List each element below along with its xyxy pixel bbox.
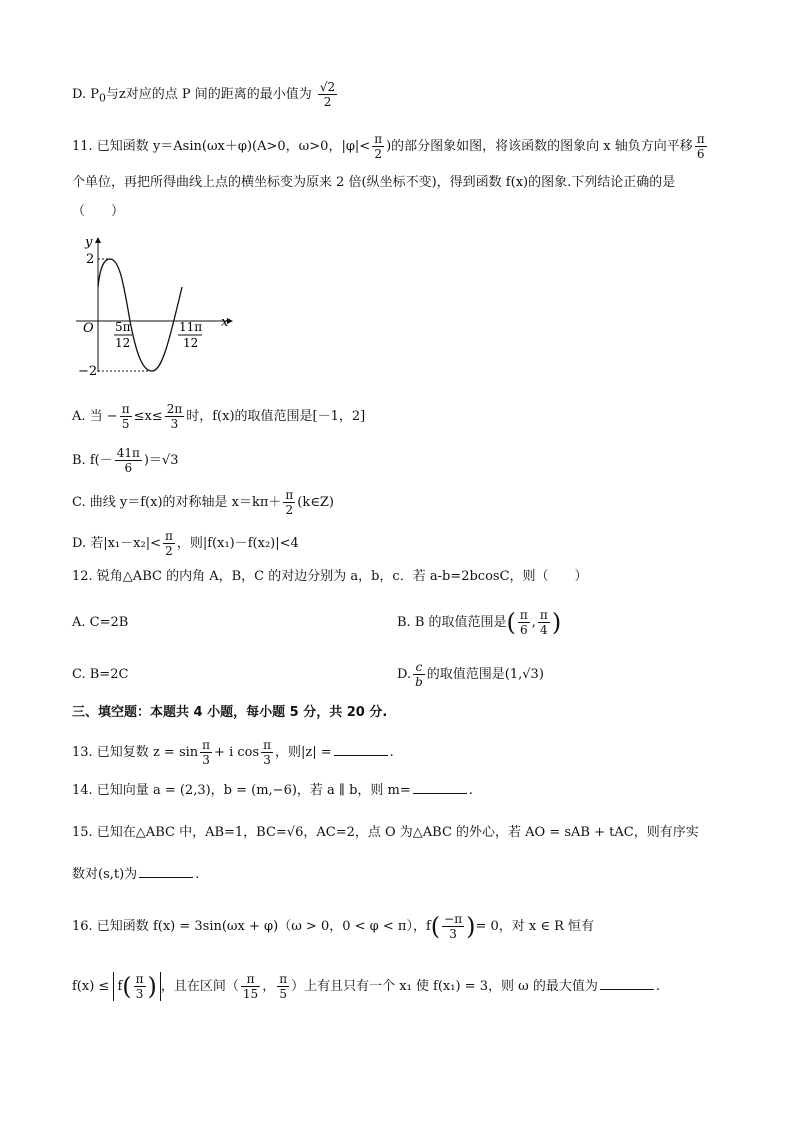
q11-stem-line1 [72, 132, 709, 161]
q10-d-frac [318, 80, 337, 109]
q16-l2-lparen: ( [122, 972, 132, 1001]
q12-d-pre: D. [397, 667, 412, 682]
q12-d-d: b [415, 675, 423, 689]
q16-line2 [72, 972, 660, 1001]
q13-d1: 3 [202, 753, 210, 767]
q12-b-pre: B. B 的取值范围是 [397, 615, 507, 630]
q16-abs [113, 972, 160, 1001]
q11-d-n: π [164, 529, 173, 543]
q11-option-b [72, 446, 179, 475]
q11-c-pre: C. 曲线 y＝f(x)的对称轴是 x＝kπ＋ [72, 495, 282, 510]
q14 [72, 780, 473, 800]
q10-option-d [72, 80, 339, 109]
q12-option-a: A. C=2B [72, 615, 129, 630]
q11-option-c [72, 488, 334, 517]
q11-b-post: )＝√3 [143, 453, 179, 468]
q10-d-num: √2 [319, 80, 336, 94]
q15-answer-blank[interactable] [139, 864, 193, 878]
q12-b-n1: π [519, 608, 528, 622]
q12-stem: 12. 锐角△ABC 的内角 A，B，C 的对边分别为 a，b，c．若 a-b=2bcosC，则（ ） [72, 569, 588, 584]
y-axis-label: y [85, 235, 93, 250]
q12-option-b: B. B 的取值范围是( $\frac{\pi}{6}$ , $\frac{\pi}{4}$ ) [397, 608, 562, 637]
q16-l2-mid: ，且在区间（ [160, 979, 239, 994]
q14-end: . [468, 783, 473, 798]
x1-den: 12 [115, 336, 131, 350]
q11-d-pre: D. 若|x₁－x₂|< [72, 536, 161, 551]
q13-pre: 13. 已知复数 z = sin [72, 745, 199, 760]
q11-frac2-den: 6 [696, 147, 705, 161]
q16-l1-frac [442, 912, 464, 941]
x-axis-label: x [221, 315, 229, 330]
q16-l2-n2: π [241, 972, 260, 987]
q11-d-frac [163, 529, 175, 558]
q11-option-a [72, 402, 365, 431]
q12-d-post: 的取值范围是 [426, 667, 505, 682]
q11-stem-b: )的部分图象如图，将该函数的图象向 x 轴负方向平移 [386, 139, 693, 154]
q11-a-d2: 3 [170, 417, 179, 431]
q12-d-range: (1,√3) [504, 667, 544, 682]
q11-c-post: (k∈Z) [297, 495, 334, 510]
q12-b-lparen: ( [506, 608, 516, 637]
q11-d-d: 2 [165, 544, 173, 558]
q11-a-mid: ≤x≤ [133, 409, 163, 424]
q16-l1-lparen: ( [430, 912, 441, 941]
q15-line1: 15. 已知在△ABC 中，AB=1，BC=√6，AC=2，点 O 为△ABC 的外心，若 AO = sAB + tAC，则有序实 [72, 825, 699, 840]
q13-mid: + i cos [214, 745, 260, 760]
q11-a-frac2 [165, 402, 185, 431]
q11-stem-line3: （ ） [72, 204, 125, 219]
q13-frac2 [261, 738, 273, 767]
q11-a-n1: π [121, 402, 130, 416]
q16-l2-rparen: ) [147, 972, 157, 1001]
q16-l2-frac3 [277, 972, 289, 1001]
q16-l2-fn: f [117, 979, 123, 994]
q16-l2-d2: 15 [242, 987, 259, 1001]
sine-curve [98, 259, 182, 371]
q16-l2-d3: 5 [279, 987, 287, 1001]
q11-frac1-num: π [374, 132, 383, 146]
q16-l2-frac [134, 972, 146, 1001]
q12-b-frac2 [538, 608, 550, 637]
q16-l1-d: 3 [449, 927, 457, 941]
q11-graph [72, 232, 242, 382]
q16-l2-d: 3 [135, 987, 144, 1001]
q11-frac2-num: π [696, 132, 705, 146]
q12-b-d2: 4 [540, 623, 548, 637]
q12-d-n: c [413, 660, 425, 675]
q16-answer-blank[interactable] [600, 976, 654, 990]
q10-d-sub: 0 [98, 91, 106, 105]
q11-b-n: 41π [116, 446, 140, 460]
q12-option-d [397, 660, 544, 689]
q11-c-frac [283, 488, 295, 517]
q11-a-n2: 2π [166, 402, 183, 416]
origin-label: O [83, 321, 94, 336]
q11-stem-a: 11. 已知函数 y＝Asin(ωx＋φ)(A>0，ω>0，|φ|< [72, 139, 371, 154]
q11-b-frac [115, 446, 142, 475]
q14-answer-blank[interactable] [413, 780, 467, 794]
q11-c-d: 2 [285, 503, 294, 517]
q16-l2-post: ）上有且只有一个 x₁ 使 f(x₁) = 3，则 ω 的最大值为 [291, 979, 598, 994]
q15-line2-text: 数对(s,t)为 [72, 867, 138, 882]
q13-n1: π [202, 738, 211, 752]
q13-end: . [389, 745, 394, 760]
q15-end: . [195, 867, 200, 882]
q13 [72, 738, 394, 767]
q16-l1-pre: 16. 已知函数 f(x) = 3sin(ωx + φ)（ω > 0，0 < φ < π），f [72, 919, 431, 934]
section-3-heading: 三、填空题：本题共 4 小题，每小题 5 分，共 20 分. [72, 705, 388, 720]
q11-c-n: π [285, 488, 294, 502]
q16-l1-post: = 0，对 x ∈ R 恒有 [475, 919, 595, 934]
q11-frac1 [372, 132, 384, 161]
q11-stem-line2: 个单位，再把所得曲线上点的横坐标变为原来 2 倍(纵坐标不变)，得到函数 f(x)的图象.下列结论正确的是 [72, 175, 676, 190]
y-min-label: −2 [78, 364, 98, 379]
q16-l1-rparen: ) [466, 912, 476, 941]
q16-l2-pre: f(x) ≤ [72, 979, 110, 994]
q11-frac2 [695, 132, 707, 161]
q16-line1 [72, 912, 594, 941]
q12-b-frac1 [518, 608, 530, 637]
q11-b-pre: B. f(－ [72, 453, 113, 468]
q13-d2: 3 [263, 753, 271, 767]
q11-d-post: ，则|f(x₁)－f(x₂)|<4 [176, 536, 299, 551]
q16-l2-frac2 [241, 972, 260, 1001]
q11-option-d [72, 529, 299, 558]
q16-l1-n: −π [444, 912, 463, 926]
q16-end: . [655, 979, 660, 994]
q16-l2-sep: ， [262, 979, 276, 994]
q12-b-d1: 6 [520, 623, 528, 637]
x1-num: 5π [115, 320, 131, 334]
q12-b-n2: π [539, 608, 548, 622]
q11-a-d1: 5 [121, 417, 130, 431]
q13-answer-blank[interactable] [334, 742, 388, 756]
q11-a-post: 时，f(x)的取值范围是[－1，2] [186, 409, 366, 424]
q12-d-frac [413, 660, 425, 689]
q14-text: 14. 已知向量 a = (2,3)，b = (m,−6)，若 a ∥ b，则 m= [72, 783, 411, 798]
q12-b-rparen: ) [551, 608, 562, 637]
q11-frac1-den: 2 [374, 147, 382, 161]
q10-d-pre: D. P [72, 87, 99, 102]
q16-l2-n: π [135, 972, 144, 986]
q11-a-frac1 [120, 402, 132, 431]
q13-n2: π [263, 738, 272, 752]
y-max-label: 2 [86, 252, 95, 267]
q10-d-post: 与z对应的点 P 间的距离的最小值为 [105, 87, 312, 102]
q13-frac1 [200, 738, 212, 767]
x2-num: 11π [179, 320, 203, 334]
q11-a-pre: A. 当 − [72, 409, 118, 424]
q11-b-d: 6 [124, 461, 133, 475]
x2-den: 12 [183, 336, 199, 350]
q10-d-den: 2 [323, 95, 332, 109]
q16-l2-n3: π [279, 972, 288, 986]
q15-line2 [72, 864, 199, 884]
q13-post: ，则|z| = [275, 745, 332, 760]
q12-option-c: C. B=2C [72, 667, 129, 682]
